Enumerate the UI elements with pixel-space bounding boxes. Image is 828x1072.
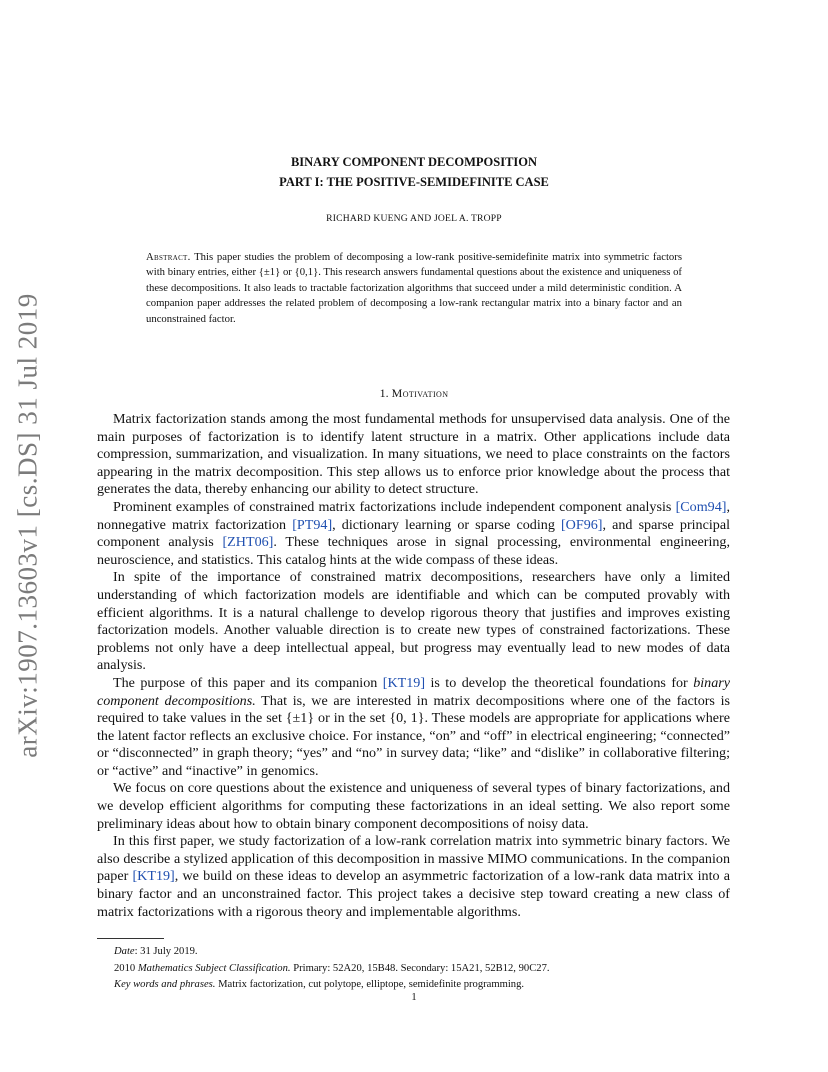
paragraph-2: [97, 499, 730, 569]
paragraph-2-text: , dictionary learning or sparse coding: [332, 516, 561, 533]
paragraph-4-text: is to develop the theoretical foundations for: [425, 674, 694, 691]
abstract-text: This paper studies the problem of decomposing a low-rank positive-semidefinite matrix into symmetric factors with binary entries, either {±1} or {0,1}. This research answers fundamental questions about the existence and uniqueness of these decompositions. It also leads to tractable factorization algorithms that succeed under a mild deterministic condition. A companion paper addresses the related problem of decomposing a low-rank rectangular matrix into a binary factor and an unconstrained factor.: [146, 251, 682, 325]
section-heading: [0, 386, 828, 401]
arxiv-stamp: [8, 290, 48, 760]
paper-title: [0, 152, 828, 192]
page-number: 1: [411, 992, 417, 1003]
citation-kt19[interactable]: [KT19]: [382, 674, 426, 691]
footnote-date-label: Date: [114, 946, 135, 957]
paragraph-5: We focus on core questions about the existence and uniqueness of several types of binary factorizations, and we develop efficient algorithms for computing these factorizations in an ideal setting. We also report some preliminary ideas about how to obtain binary component decompositions of noisy data.: [97, 780, 730, 832]
paragraph-4: [97, 675, 730, 781]
section-number: 1.: [379, 386, 389, 400]
paragraph-6-text: In this first paper, we study factorization of a low-rank correlation matrix into symmetric binary factors. We also describe a stylized application of this decomposition in massive MIMO communications. In the companion paper: [97, 833, 730, 885]
footnote-msc-prefix: 2010: [114, 962, 138, 974]
citation-com94[interactable]: [Com94]: [675, 498, 727, 515]
citation-kt19[interactable]: [KT19]: [132, 868, 175, 885]
abstract: [146, 250, 682, 327]
paragraph-2-text: Prominent examples of constrained matrix factorizations include independent component analysis: [113, 498, 676, 515]
footnote-keywords-value: Matrix factorization, cut polytope, elliptope, semidefinite programming.: [215, 979, 525, 991]
arxiv-stamp-text: arXiv:1907.13603v1 [cs.DS] 31 Jul 2019: [12, 292, 43, 758]
body-text: [97, 411, 730, 921]
footnotes: [114, 944, 714, 994]
authors: RICHARD KUENG AND JOEL A. TROPP: [326, 213, 502, 224]
footnote-date-value: : 31 July 2019.: [134, 946, 198, 957]
paragraph-2-text: , nonnegative matrix factorization: [97, 498, 730, 533]
section-title: Motivation: [391, 386, 449, 400]
title-line-1: BINARY COMPONENT DECOMPOSITION: [290, 155, 538, 169]
footnote-msc: [114, 961, 714, 978]
emphasis-term: binary component decompositions.: [97, 674, 730, 709]
footnote-rule: [97, 938, 164, 939]
paragraph-2-text: , and sparse principal component analysis: [97, 516, 730, 551]
abstract-label: Abstract.: [146, 251, 191, 263]
paragraph-1: Matrix factorization stands among the most fundamental methods for unsupervised data analysis. One of the main purposes of factorization is to identify latent structure in a matrix. Other applications include data compression, summarization, and visualization. In many situations, we need to place constraints on the factors appearing in the matrix decomposition. This step allows us to enforce prior knowledge about the process that generates the data, thereby enhancing our ability to detect structure.: [97, 411, 730, 498]
footnote-keywords-label: Key words and phrases.: [114, 979, 216, 991]
title-line-2: PART I: THE POSITIVE-SEMIDEFINITE CASE: [279, 175, 549, 189]
paragraph-6: [97, 833, 730, 921]
paragraph-4-text: The purpose of this paper and its companion: [113, 674, 383, 691]
paragraph-3: In spite of the importance of constrained matrix decompositions, researchers have only a limited understanding of which factorization models are identifiable and which can be computed provably with efficient algorithms. It is a natural challenge to develop rigorous theory that justifies and improves existing factorization models. Another valuable direction is to create new types of constrained factorizations. These problems not only have a deep intellectual appeal, but progress may eventually lead to new modes of data analysis.: [97, 569, 730, 674]
paragraph-4-text: That is, we are interested in matrix decompositions where one of the factors is required to take values in the set {±1} or in the set {0, 1}. These models are appropriate for applications where the latent factor reflects an exclusive choice. For instance, “on” and “off” in electrical engineering; “connected” or “disconnected” in graph theory; “yes” and “no” in survey data; “like” and “dislike” in collaborative filtering; or “active” and “inactive” in genomics.: [97, 692, 731, 779]
citation-pt94[interactable]: [PT94]: [292, 516, 333, 533]
citation-of96[interactable]: [OF96]: [560, 516, 603, 533]
footnote-msc-value: Primary: 52A20, 15B48. Secondary: 15A21, 52B12, 90C27.: [290, 962, 550, 974]
paragraph-2-text: . These techniques arose in signal processing, environmental engineering, neuroscience, and statistics. This catalog hints at the wide compass of these ideas.: [97, 534, 730, 568]
paragraph-6-text: , we build on these ideas to develop an asymmetric factorization of a low-rank data matrix into a binary factor and an unconstrained factor. This project takes a decisive step toward creating a new class of matrix factorizations with a rigorous theory and implementable algorithms.: [97, 868, 730, 920]
citation-zht06[interactable]: [ZHT06]: [222, 534, 274, 551]
footnote-date: [114, 944, 714, 961]
footnote-msc-label: Mathematics Subject Classification.: [137, 962, 291, 974]
